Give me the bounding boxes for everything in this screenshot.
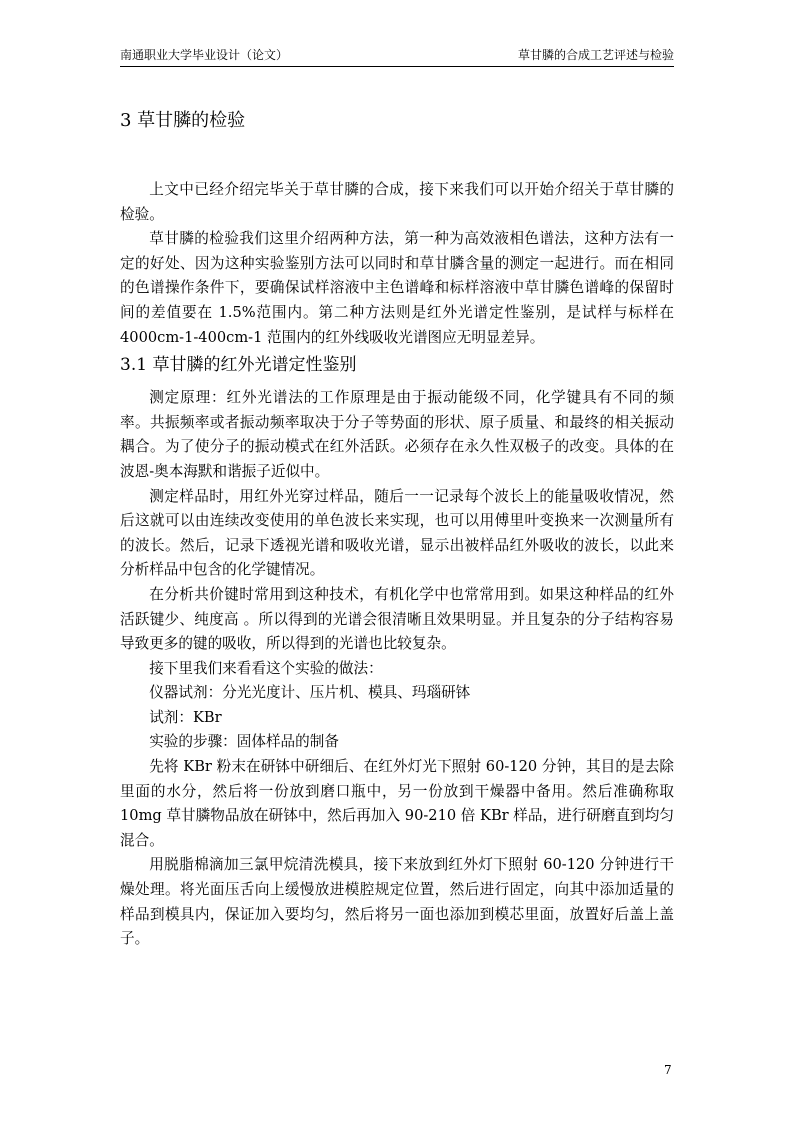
header-right-text: 草甘膦的合成工艺评述与检验 bbox=[517, 48, 674, 62]
header-rule bbox=[120, 66, 674, 67]
body-paragraph: 试剂：KBr bbox=[149, 708, 222, 726]
body-paragraph: 实验的步骤：固体样品的制备 bbox=[149, 733, 339, 751]
body-paragraph: 先将 KBr 粉末在研钵中研细后、在红外灯光下照射 60-120 分钟，其目的是去除里面的水分，然后将一份放到磨口瓶中，另一份放到干燥器中备用。然后准确称取 10mg 草甘膦物品放在研钵中，然后再加入 90-210 倍 KBr 样品，进行研磨直到均匀混合。 bbox=[120, 758, 674, 849]
body-paragraph: 接下里我们来看看这个实验的做法： bbox=[149, 659, 383, 677]
section-title: 3.1 草甘膦的红外光谱定性鉴别 bbox=[120, 355, 357, 376]
body-paragraph: 仪器试剂：分光光度计、压片机、模具、玛瑙研钵 bbox=[149, 684, 471, 702]
body-paragraph: 在分析共价键时常用到这种技术，有机化学中也常常用到。如果这种样品的红外活跃键少、纯度高 。所以得到的光谱会很清晰且效果明显。并且复杂的分子结构容易导致更多的键的吸收，所以得到的光谱也比较复杂。 bbox=[120, 585, 674, 653]
page-number: 7 bbox=[664, 1063, 672, 1077]
body-paragraph: 测定样品时，用红外光穿过样品，随后一一记录每个波长上的能量吸收情况，然后这就可以由连续改变使用的单色波长来实现，也可以用傅里叶变换来一次测量所有的波长。然后，记录下透视光谱和吸收光谱，显示出被样品红外吸收的波长，以此来分析样品中包含的化学键情况。 bbox=[120, 487, 674, 579]
page-body bbox=[120, 108, 674, 952]
body-paragraph: 测定原理：红外光谱法的工作原理是由于振动能级不同，化学键具有不同的频率。共振频率或者振动频率取决于分子等势面的形状、原子质量、和最终的相关振动耦合。为了使分子的振动模式在红外活跃。必须存在永久性双极子的改变。具体的在波恩-奥本海默和谐振子近似中。 bbox=[120, 389, 674, 480]
page-header bbox=[120, 45, 674, 65]
body-paragraph: 用脱脂棉滴加三氯甲烷清洗模具，接下来放到红外灯下照射 60-120 分钟进行干燥处理。将光面压舌向上缓慢放进模腔规定位置，然后进行固定，向其中添加适量的样品到模具内，保证加入要均匀，然后将另一面也添加到模芯里面，放置好后盖上盖子。 bbox=[120, 856, 674, 948]
body-paragraph: 草甘膦的检验我们这里介绍两种方法，第一种为高效液相色谱法，这种方法有一定的好处、因为这种实验鉴别方法可以同时和草甘膦含量的测定一起进行。而在相同的色谱操作条件下，要确保试样溶液中主色谱峰和标样溶液中草甘膦色谱峰的保留时间的差值要在 1.5%范围内。第二种方法则是红外光谱定性鉴别，是试样与标样在 4000cm-1-400cm-1 范围内的红外线吸收光谱图应无明显差异。 bbox=[120, 230, 674, 346]
body-paragraph: 上文中已经介绍完毕关于草甘膦的合成，接下来我们可以开始介绍关于草甘膦的检验。 bbox=[120, 181, 674, 223]
header-left-text: 南通职业大学毕业设计（论文） bbox=[120, 48, 289, 62]
chapter-title: 3 草甘膦的检验 bbox=[120, 110, 246, 131]
